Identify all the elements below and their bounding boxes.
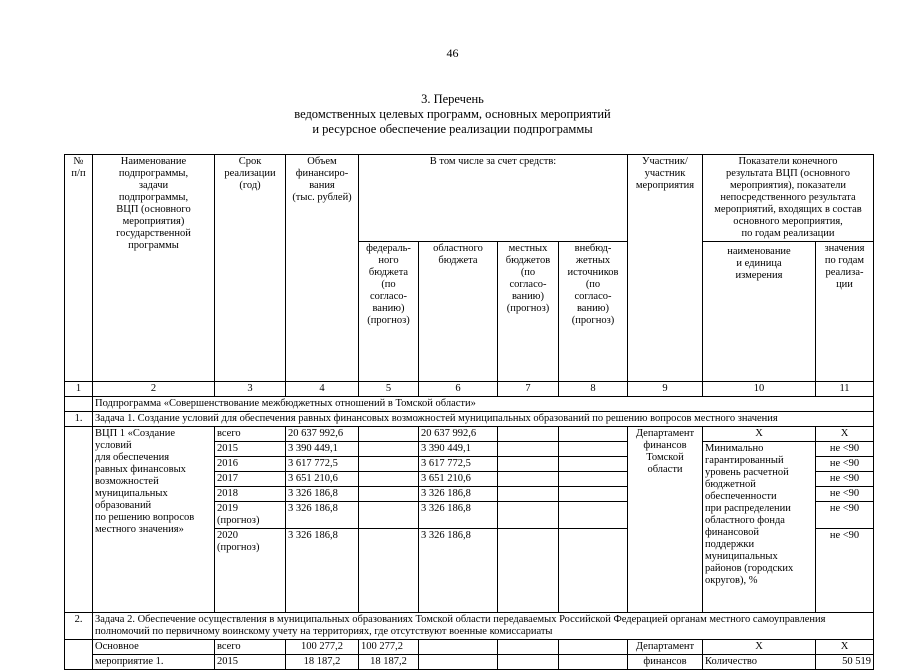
extra-cell (559, 502, 628, 529)
col-number: 3 (215, 382, 286, 397)
vcp-row (65, 427, 874, 442)
local-cell (498, 640, 559, 655)
term-cell: 2018 (215, 487, 286, 502)
task-row (65, 412, 874, 427)
regional-cell: 3 390 449,1 (419, 442, 498, 457)
local-cell (498, 655, 559, 670)
header-term: Срок реализации (год) (215, 155, 286, 382)
col-number: 11 (816, 382, 874, 397)
local-cell (498, 529, 559, 613)
federal-cell (359, 427, 419, 442)
program-table (64, 154, 874, 670)
header-name: Наименование подпрограммы, задачи подпрограммы, ВЦП (основного мероприятия) государственной программы (93, 155, 215, 382)
indicator-value-cell: Х (816, 427, 874, 442)
federal-cell: 100 277,2 (359, 640, 419, 655)
extra-cell (559, 655, 628, 670)
indicator-value-cell: не <90 (816, 457, 874, 472)
section-title (0, 92, 905, 137)
empty-cell (65, 397, 93, 412)
extra-cell (559, 457, 628, 472)
volume-cell: 3 326 186,8 (286, 529, 359, 613)
federal-cell (359, 529, 419, 613)
extra-cell (559, 640, 628, 655)
main-activity-row (65, 655, 874, 670)
local-cell (498, 502, 559, 529)
header-indicators: Показатели конечного результата ВЦП (основного мероприятия), показатели непосредственного результата мероприятий, входящих в состав основного мероприятия, по годам реализации (703, 155, 874, 242)
participant-cell: Департамент (628, 640, 703, 655)
title-line-2: ведомственных целевых программ, основных мероприятий (294, 107, 611, 121)
main-activity-name-2: мероприятие 1. (93, 655, 215, 670)
col-number: 2 (93, 382, 215, 397)
task-text: Задача 1. Создание условий для обеспечения равных финансовых возможностей муниципальных образований по решению вопросов местного значения (93, 412, 874, 427)
volume-cell: 18 187,2 (286, 655, 359, 670)
volume-cell: 100 277,2 (286, 640, 359, 655)
title-line-1: 3. Перечень (421, 92, 484, 106)
empty-cell (65, 427, 93, 613)
federal-cell (359, 457, 419, 472)
col-number: 8 (559, 382, 628, 397)
volume-cell: 3 326 186,8 (286, 502, 359, 529)
term-cell: 2019 (прогноз) (215, 502, 286, 529)
task-text: Задача 2. Обеспечение осуществления в муниципальных образованиях Томской области передаваемых Российской Федерацией органам местного самоуправления полномочий по первичному воинскому учету на территориях, где отсутствуют военные комиссариаты (93, 613, 874, 640)
term-cell: 2015 (215, 655, 286, 670)
extra-cell (559, 427, 628, 442)
regional-cell: 3 651 210,6 (419, 472, 498, 487)
empty-cell (65, 640, 93, 670)
federal-cell (359, 472, 419, 487)
regional-cell: 3 326 186,8 (419, 529, 498, 613)
volume-cell: 20 637 992,6 (286, 427, 359, 442)
indicator-value-cell: не <90 (816, 502, 874, 529)
col-number: 9 (628, 382, 703, 397)
indicator-value-cell: не <90 (816, 472, 874, 487)
federal-cell (359, 487, 419, 502)
indicator-value-cell: 50 519 (816, 655, 874, 670)
header-local: местных бюджетов (по согласо- ванию) (прогноз) (498, 242, 559, 382)
subprogram-row (65, 397, 874, 412)
vcp-name: ВЦП 1 «Создание условий для обеспечения равных финансовых возможностей муниципальных образований по решению вопросов местного значения» (93, 427, 215, 613)
term-cell: 2020 (прогноз) (215, 529, 286, 613)
main-activity-row (65, 640, 874, 655)
indicator-value-cell: не <90 (816, 487, 874, 502)
task-row (65, 613, 874, 640)
page-number: 46 (446, 46, 459, 60)
header-num: № п/п (65, 155, 93, 382)
column-numbers-row (65, 382, 874, 397)
extra-cell (559, 472, 628, 487)
local-cell (498, 427, 559, 442)
term-cell: 2017 (215, 472, 286, 487)
regional-cell (419, 655, 498, 670)
indicator-name-cell: Х (703, 427, 816, 442)
main-activity-name-1: Основное (93, 640, 215, 655)
indicator-value-cell: не <90 (816, 442, 874, 457)
regional-cell: 3 617 772,5 (419, 457, 498, 472)
federal-cell (359, 502, 419, 529)
regional-cell: 3 326 186,8 (419, 487, 498, 502)
header-regional: областного бюджета (419, 242, 498, 382)
term-cell: всего (215, 427, 286, 442)
task-number: 2. (65, 613, 93, 640)
federal-cell: 18 187,2 (359, 655, 419, 670)
col-number: 4 (286, 382, 359, 397)
header-extra: внебюд- жетных источников (по согласо- ванию) (прогноз) (559, 242, 628, 382)
extra-cell (559, 529, 628, 613)
header-indicator-values: значения по годам реализа- ции (816, 242, 874, 382)
participant-cell: финансов (628, 655, 703, 670)
term-cell: 2015 (215, 442, 286, 457)
header-indicator-name: наименование и единица измерения (703, 242, 816, 382)
col-number: 6 (419, 382, 498, 397)
regional-cell (419, 640, 498, 655)
indicator-name-cell: Количество (703, 655, 816, 670)
regional-cell: 20 637 992,6 (419, 427, 498, 442)
local-cell (498, 442, 559, 457)
subprogram-title: Подпрограмма «Совершенствование межбюджетных отношений в Томской области» (93, 397, 874, 412)
col-number: 10 (703, 382, 816, 397)
extra-cell (559, 442, 628, 457)
local-cell (498, 487, 559, 502)
indicator-name-cell: Х (703, 640, 816, 655)
local-cell (498, 472, 559, 487)
title-line-3: и ресурсное обеспечение реализации подпрограммы (312, 122, 593, 136)
local-cell (498, 457, 559, 472)
header-federal: федераль- ного бюджета (по согласо- ванию) (прогноз) (359, 242, 419, 382)
col-number: 7 (498, 382, 559, 397)
regional-cell: 3 326 186,8 (419, 502, 498, 529)
indicator-name-cell: Минимально гарантированный уровень расчетной бюджетной обеспеченности при распределении областного фонда финансовой поддержки муниципальных районов (городских округов), % (703, 442, 816, 613)
col-number: 5 (359, 382, 419, 397)
volume-cell: 3 651 210,6 (286, 472, 359, 487)
indicator-value-cell: не <90 (816, 529, 874, 613)
header-including: В том числе за счет средств: (359, 155, 628, 242)
header-volume: Объем финансиро- вания (тыс. рублей) (286, 155, 359, 382)
federal-cell (359, 442, 419, 457)
indicator-value-cell: Х (816, 640, 874, 655)
term-cell: 2016 (215, 457, 286, 472)
volume-cell: 3 326 186,8 (286, 487, 359, 502)
volume-cell: 3 390 449,1 (286, 442, 359, 457)
extra-cell (559, 487, 628, 502)
header-participant: Участник/ участник мероприятия (628, 155, 703, 382)
term-cell: всего (215, 640, 286, 655)
volume-cell: 3 617 772,5 (286, 457, 359, 472)
task-number: 1. (65, 412, 93, 427)
participant-cell: Департамент финансов Томской области (628, 427, 703, 613)
col-number: 1 (65, 382, 93, 397)
